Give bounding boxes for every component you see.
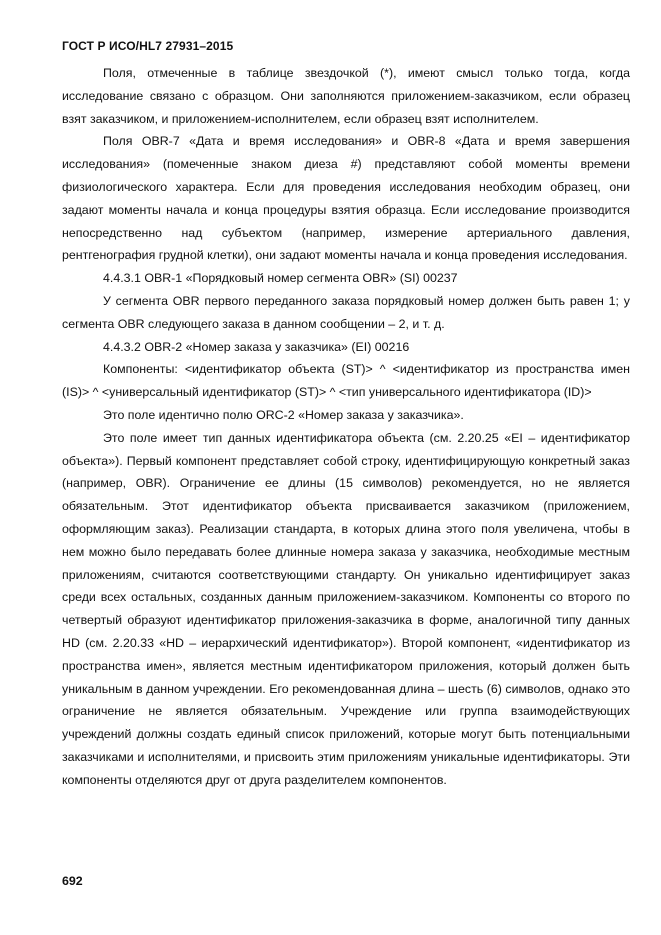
paragraph-orc2-identical: Это поле идентично полю ORC-2 «Номер заказа у заказчика». [103,407,464,422]
paragraph-obr7-obr8: Поля OBR-7 «Дата и время исследования» и OBR-8 «Дата и время завершения исследования» (помеченные знаком диеза #) представляют собой моменты времени физиологического характера. Если для проведения исследования необходим образец, они задают моменты начала и конца процедуры взятия образца. Если исследование производится непосредственно над субъектом (например, измерение артериального давления, рентгенография грудной клетки), они задают моменты начала и конца проведения исследования. [62,134,630,263]
paragraph-obr2-components: Компоненты: <идентификатор объекта (ST)> ^ <идентификатор из пространства имен (IS)> ^ <универсальный идентификатор (ST)> ^ <тип универсального идентификатора (ID)> [62,362,630,400]
section-heading-obr1: 4.4.3.1 OBR-1 «Порядковый номер сегмента OBR» (SI) 00237 [103,271,458,286]
page-number: 692 [62,874,83,888]
section-heading-obr2: 4.4.3.2 OBR-2 «Номер заказа у заказчика» (EI) 00216 [103,339,410,354]
document-header-title: ГОСТ Р ИСО/HL7 27931–2015 [62,39,234,53]
document-body [62,62,630,792]
paragraph-obr1-description: У сегмента OBR первого переданного заказа порядковый номер должен быть равен 1; у сегмента OBR следующего заказа в данном сообщении – 2, и т. д. [62,293,630,331]
paragraph-ei-datatype: Это поле имеет тип данных идентификатора объекта (см. 2.20.25 «EI – идентификатор объекта»). Первый компонент представляет собой строку, идентифицирующую конкретный заказ (например, OBR). Ограничение ее длины (15 символов) рекомендуется, но не является обязательным. Этот идентификатор объекта присваивается заказчиком (приложением, оформляющим заказ). Реализации стандарта, в которых длина этого поля увеличена, чтобы в нем можно было передавать более длинные номера заказа у заказчика, необходимые местным приложениям, считаются соответствующими стандарту. Он уникально идентифицирует заказ среди всех остальных, созданных данным приложением-заказчиком. Компоненты со второго по четвертый образуют идентификатор приложения-заказчика в форме, аналогичной типу данных HD (см. 2.20.33 «HD – иерархический идентификатор»). Второй компонент, «идентификатор из пространства имен», является местным идентификатором приложения, который должен быть уникальным в данном учреждении. Его рекомендованная длина – шесть (6) символов, однако это ограничение не является обязательным. Учреждение или группа взаимодействующих учреждений должны создать единый список приложений, которые могут быть потенциальными заказчиками и исполнителями, и присвоить этим приложениям уникальные идентификаторы. Эти компоненты отделяются друг от друга разделителем компонентов. [62,430,630,787]
paragraph-starred-fields: Поля, отмеченные в таблице звездочкой (*), имеют смысл только тогда, когда исследование связано с образцом. Они заполняются приложением-заказчиком, если образец взят заказчиком, и приложением-исполнителем, если образец взят исполнителем. [62,66,630,126]
